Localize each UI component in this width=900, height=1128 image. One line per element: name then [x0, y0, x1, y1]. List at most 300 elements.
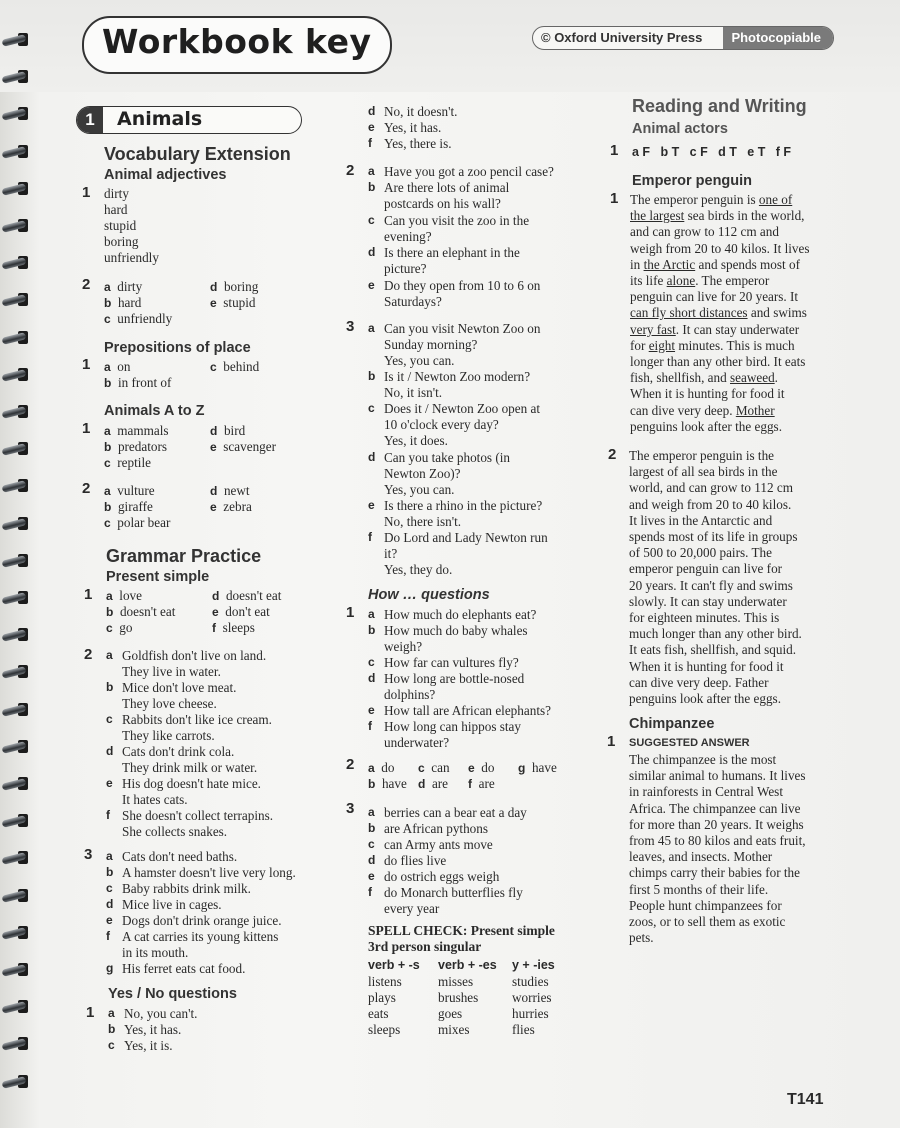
answer-text: Does it / Newton Zoo open at 10 o'clock every day? Yes, it does. — [384, 401, 541, 449]
answer-item: c go — [106, 620, 133, 635]
spiral-ring — [2, 476, 32, 496]
answer-letter: e — [368, 120, 375, 134]
spell-title: SPELL CHECK: Present simple — [368, 923, 555, 938]
spiral-ring — [2, 997, 32, 1017]
underlined-phrase: the Arctic — [643, 256, 696, 272]
exercise-number: 1 — [86, 1004, 95, 1021]
answer-text: go — [119, 620, 133, 635]
answer-letter: f — [368, 719, 372, 733]
answer-item: e zebra — [210, 499, 252, 514]
answer-text: A cat carries its young kittens in its mouth. — [122, 929, 279, 960]
chimp-title: Chimpanzee — [629, 716, 715, 732]
answer-letter: b — [368, 623, 376, 637]
answer-letter: a — [108, 1006, 115, 1020]
answer-letter: c — [106, 712, 113, 726]
answer-item — [106, 808, 273, 840]
answer-text: are African pythons — [384, 821, 488, 836]
answer-item: b hard — [104, 295, 142, 310]
paragraph-text: . The emperor penguin can live for 20 years. It — [630, 273, 799, 305]
exercise-number: 2 — [346, 756, 355, 773]
answer-item: b doesn't eat — [106, 604, 176, 619]
spiral-ring — [2, 179, 32, 199]
answer-text: predators — [117, 439, 168, 454]
answer-letter: d — [368, 104, 376, 118]
answer-text: Do Lord and Lady Newton run it? Yes, they do. — [384, 530, 548, 577]
answer-item — [108, 1006, 197, 1022]
answer-text: boring — [223, 279, 259, 294]
answer-text: How far can vultures fly? — [384, 655, 519, 670]
answer-text: Have you got a zoo pencil case? — [384, 164, 554, 179]
answer-item: b predators — [104, 439, 168, 454]
answer-text: zebra — [223, 499, 252, 514]
ex1-item: hard — [104, 202, 128, 217]
spiral-ring — [2, 402, 32, 422]
answer-item: a on — [104, 359, 131, 374]
spiral-ring — [2, 886, 32, 906]
exercise-number: 3 — [84, 846, 93, 863]
answer-text: unfriendly — [117, 311, 173, 326]
exercise-number: 1 — [82, 184, 91, 201]
exercise-number: 2 — [608, 446, 617, 463]
answer-text: do — [381, 760, 395, 775]
answer-text: dirty — [117, 279, 143, 294]
tf-answers: a F b T c F d T e T f F — [632, 145, 792, 159]
answer-item — [368, 498, 542, 530]
answer-text: do ostrich eggs weigh — [384, 869, 500, 884]
answer-item: a mammals — [104, 423, 169, 438]
underlined-phrase: one of the largest — [630, 192, 793, 224]
answer-item — [106, 897, 222, 913]
answer-letter: b — [368, 369, 376, 384]
answer-item — [368, 837, 493, 853]
answer-text: mammals — [117, 423, 169, 438]
answer-text: Dogs don't drink orange juice. — [122, 913, 282, 928]
answer-item — [368, 450, 510, 498]
spiral-ring — [2, 700, 32, 720]
answer-text: polar bear — [117, 515, 171, 530]
answer-item — [368, 607, 536, 623]
answer-letter: e — [106, 776, 113, 790]
answer-text: Baby rabbits drink milk. — [122, 881, 251, 896]
underlined-phrase: eight — [648, 337, 676, 353]
paragraph-text: . When it is hunting for food it can dive very deep. — [630, 370, 785, 418]
ex1-item: unfriendly — [104, 250, 159, 265]
answer-item: a love — [106, 588, 142, 603]
answer-letter: b — [106, 680, 114, 694]
answer-item — [106, 961, 245, 977]
answer-item: b giraffe — [104, 499, 153, 514]
spiral-ring — [2, 848, 32, 868]
answer-text: can Army ants move — [384, 837, 493, 852]
answer-item: d boring — [210, 279, 259, 294]
section-number: 1 — [77, 107, 103, 133]
page-number: T141 — [787, 1091, 824, 1108]
answer-letter: a — [368, 607, 375, 621]
answer-text: Is there a rhino in the picture? No, there isn't. — [384, 497, 543, 529]
spiral-binding — [0, 30, 40, 1110]
spiral-ring — [2, 365, 32, 385]
answer-text: bird — [223, 423, 246, 438]
answer-letter: f — [368, 885, 372, 899]
answer-letter: e — [368, 497, 375, 512]
answer-text: do flies live — [384, 853, 447, 868]
answer-item — [106, 913, 282, 929]
answer-text: She doesn't collect terrapins. She collects snakes. — [122, 808, 274, 839]
answer-text: No, it doesn't. — [384, 104, 458, 119]
underlined-phrase: Mother — [735, 402, 775, 418]
publisher-label: © Oxford University Press — [541, 30, 703, 45]
spell-word: sleeps — [368, 1022, 401, 1037]
exercise-number: 1 — [82, 356, 91, 373]
underlined-phrase: alone — [666, 273, 696, 289]
answer-letter: f — [106, 808, 110, 822]
answer-text: in front of — [117, 375, 172, 390]
spiral-ring — [2, 439, 32, 459]
answer-text: Rabbits don't like ice cream. They like carrots. — [122, 712, 272, 743]
page-title: Workbook key — [102, 22, 372, 61]
answer-letter: b — [106, 865, 114, 879]
answer-letter: c — [368, 655, 375, 669]
spiral-ring — [2, 588, 32, 608]
answer-letter: d — [368, 671, 376, 685]
spiral-ring — [2, 811, 32, 831]
spiral-ring — [2, 253, 32, 273]
answer-item — [368, 120, 441, 136]
yn-title: Yes / No questions — [108, 986, 237, 1002]
spiral-ring — [2, 67, 32, 87]
spiral-ring — [2, 104, 32, 124]
answer-item: c reptile — [104, 455, 151, 470]
answer-text: Are there lots of animal postcards on his wall? — [384, 180, 510, 212]
spiral-ring — [2, 514, 32, 534]
spiral-ring — [2, 216, 32, 236]
spell-word: eats — [368, 1006, 389, 1021]
spiral-ring — [2, 328, 32, 348]
answer-text: How tall are African elephants? — [384, 703, 551, 718]
answer-text: Mice don't love meat. They love cheese. — [122, 680, 237, 711]
present-title: Present simple — [106, 569, 210, 585]
answer-item: d bird — [210, 423, 246, 438]
answer-text: have — [531, 760, 557, 775]
answer-item — [368, 401, 540, 449]
spell-column-head: verb + -s — [368, 958, 420, 972]
exercise-number: 2 — [82, 276, 91, 293]
answer-text: His ferret eats cat food. — [122, 961, 246, 976]
answer-item — [368, 164, 554, 180]
answer-text: His dog doesn't hate mice. It hates cats. — [122, 776, 261, 807]
exercise-number: 1 — [82, 420, 91, 437]
spiral-ring — [2, 1034, 32, 1054]
answer-item: d doesn't eat — [212, 588, 282, 603]
photocopiable-label: Photocopiable — [723, 27, 833, 49]
answer-letter: a — [368, 805, 375, 819]
paragraph-text: and spends most of its life — [630, 256, 800, 289]
answer-text: on — [117, 359, 131, 374]
answer-item — [368, 136, 452, 152]
answer-text: do Monarch butterflies fly every year — [384, 885, 523, 916]
answer-item: d are — [418, 776, 449, 791]
ep1-paragraph — [630, 192, 809, 435]
answer-text: Is there an elephant in the picture? — [384, 245, 520, 277]
answer-text: Can you take photos (in Newton Zoo)? Yes, you can. — [384, 449, 510, 497]
answer-item: g have — [518, 760, 557, 775]
answer-item — [108, 1022, 181, 1038]
answer-letter: c — [108, 1038, 115, 1052]
answer-text: A hamster doesn't live very long. — [122, 865, 296, 880]
spiral-ring — [2, 142, 32, 162]
spiral-ring — [2, 30, 32, 50]
spiral-ring — [2, 625, 32, 645]
spiral-ring — [2, 960, 32, 980]
answer-item — [368, 821, 488, 837]
answer-letter: a — [368, 321, 375, 335]
spell-word: brushes — [438, 990, 479, 1005]
answer-text: berries can a bear eat a day — [384, 805, 527, 820]
answer-letter: a — [106, 648, 113, 662]
answer-item: e don't eat — [212, 604, 270, 619]
spiral-ring — [2, 1072, 32, 1092]
answer-letter: e — [368, 703, 375, 717]
answer-item: b in front of — [104, 375, 172, 390]
answer-text: vulture — [117, 483, 155, 498]
spell-word: hurries — [512, 1006, 549, 1021]
spiral-ring — [2, 662, 32, 682]
answer-text: can — [431, 760, 450, 775]
answer-text: scavenger — [223, 439, 276, 454]
answer-item — [368, 530, 548, 578]
underlined-phrase: very fast — [630, 321, 676, 337]
spiral-ring — [2, 551, 32, 571]
answer-letter: f — [368, 530, 372, 544]
answer-item — [106, 849, 237, 865]
answer-letter: d — [368, 853, 376, 867]
answer-item — [368, 719, 521, 751]
answer-item — [106, 712, 272, 744]
exercise-number: 1 — [607, 733, 616, 750]
answer-text: How long can hippos stay underwater? — [384, 719, 521, 750]
answer-text: have — [381, 776, 407, 791]
answer-text: Mice live in cages. — [122, 897, 222, 912]
exercise-number: 2 — [346, 162, 355, 179]
ex1-item: stupid — [104, 218, 137, 233]
answer-text: don't eat — [225, 604, 270, 619]
answer-item — [106, 744, 257, 776]
answer-item — [106, 929, 278, 961]
answer-item: b have — [368, 776, 407, 791]
answer-letter: c — [368, 212, 375, 227]
answer-text: Do they open from 10 to 6 on Saturdays? — [384, 277, 541, 309]
answer-text: newt — [223, 483, 250, 498]
answer-item — [108, 1038, 173, 1054]
answer-text: hard — [117, 295, 142, 310]
answer-item: e stupid — [210, 295, 256, 310]
exercise-number: 3 — [346, 800, 355, 817]
spell-word: studies — [512, 974, 549, 989]
answer-item: c behind — [210, 359, 260, 374]
answer-letter: g — [106, 961, 114, 975]
actors-title: Animal actors — [632, 121, 728, 137]
answer-item — [368, 869, 499, 885]
spiral-ring — [2, 774, 32, 794]
answer-text: How much do baby whales weigh? — [384, 623, 528, 654]
prep-title: Prepositions of place — [104, 340, 251, 356]
answer-text: Yes, it is. — [124, 1038, 173, 1053]
answer-item — [106, 776, 261, 808]
answer-item: f are — [468, 776, 495, 791]
spell-word: mixes — [438, 1022, 470, 1037]
answer-item — [368, 278, 540, 310]
answer-item — [368, 805, 527, 821]
answer-letter: f — [106, 929, 110, 943]
answer-text: doesn't eat — [119, 604, 176, 619]
answer-text: reptile — [117, 455, 151, 470]
ex1-item: dirty — [104, 186, 129, 201]
answer-item — [368, 245, 520, 277]
answer-item — [368, 671, 524, 703]
section-label: Animals — [117, 108, 203, 130]
answer-letter: a — [106, 849, 113, 863]
answer-letter: a — [368, 164, 375, 178]
spell-word: worries — [512, 990, 552, 1005]
animal-adj-title: Animal adjectives — [104, 167, 227, 183]
answer-item — [106, 648, 266, 680]
answer-text: behind — [223, 359, 260, 374]
exercise-number: 1 — [84, 586, 93, 603]
answer-text: Yes, there is. — [384, 136, 452, 151]
publisher-badge — [532, 26, 834, 50]
answer-letter: b — [368, 180, 376, 195]
spell-word: flies — [512, 1022, 535, 1037]
spiral-ring — [2, 923, 32, 943]
answer-letter: d — [368, 449, 376, 464]
answer-item: a vulture — [104, 483, 155, 498]
answer-item — [368, 853, 446, 869]
answer-letter: e — [368, 277, 375, 292]
answer-text: do — [481, 760, 495, 775]
atoz-title: Animals A to Z — [104, 403, 205, 419]
vocab-title: Vocabulary Extension — [104, 144, 291, 164]
title-box — [82, 16, 392, 74]
rw-title: Reading and Writing — [632, 96, 807, 116]
exercise-number: 2 — [82, 480, 91, 497]
spell-column-head: y + -ies — [512, 958, 555, 972]
spell-word: goes — [438, 1006, 463, 1021]
answer-item: c unfriendly — [104, 311, 173, 326]
grammar-title: Grammar Practice — [106, 546, 262, 566]
spell-subtitle: 3rd person singular — [368, 939, 482, 954]
exercise-number: 3 — [346, 318, 355, 335]
answer-item: d newt — [210, 483, 250, 498]
answer-letter: c — [368, 837, 375, 851]
answer-item — [106, 881, 251, 897]
answer-letter: c — [106, 881, 113, 895]
answer-item — [368, 623, 528, 655]
spell-column-head: verb + -es — [438, 958, 497, 972]
answer-text: Cats don't drink cola. They drink milk or water. — [122, 744, 258, 775]
answer-text: sleeps — [222, 620, 255, 635]
answer-item — [368, 104, 457, 120]
spell-word: listens — [368, 974, 402, 989]
answer-text: giraffe — [117, 499, 153, 514]
exercise-number: 1 — [610, 142, 619, 159]
emperor-title: Emperor penguin — [632, 173, 753, 189]
exercise-number: 1 — [610, 190, 619, 207]
paragraph-text: penguins look after the eggs. — [630, 418, 782, 434]
answer-item: a dirty — [104, 279, 143, 294]
ep2-paragraph: The emperor penguin is the largest of all sea birds in the world, and can grow to 112 cm and weigh from 20 to 40 kilos. It lives in the Antarctic and spends most of its life in groups of 500 to 20,000 pairs. The emperor penguin can live for 20 years. It can't fly and swims slowly. It can stay underwater for eighteen minutes. This is much longer than any other bird. It eats fish, shellfish, and squid. When it is hunting for food it can dive very deep. Father penguins look after the eggs. — [629, 448, 802, 707]
answer-item — [368, 321, 540, 369]
answer-item: e scavenger — [210, 439, 276, 454]
answer-text: love — [119, 588, 142, 603]
answer-item — [368, 180, 509, 212]
answer-item — [106, 680, 236, 712]
ch1-paragraph: The chimpanzee is the most similar animal to humans. It lives in rainforests in Central West Africa. The chimpanzee can live for more than 20 years. It weighs from 45 to 80 kilos and eats fruit, leaves, and insects. Mother chimps carry their babies for the first 5 months of their life. People hunt chimpanzees for zoos, or to sell them as exotic pets. — [629, 752, 806, 946]
answer-letter: b — [108, 1022, 116, 1036]
answer-letter: b — [368, 821, 376, 835]
answer-text: Yes, it has. — [384, 120, 442, 135]
answer-letter: c — [368, 401, 375, 416]
spiral-ring — [2, 290, 32, 310]
answer-text: Can you visit the zoo in the evening? — [384, 212, 530, 244]
paragraph-text: minutes. This is much longer than any other bird. It eats fish, shellfish, and — [630, 337, 806, 386]
answer-text: Can you visit Newton Zoo on Sunday morning? Yes, you can. — [384, 321, 541, 368]
underlined-phrase: seaweed — [730, 370, 775, 386]
answer-text: stupid — [223, 295, 256, 310]
spiral-ring — [2, 737, 32, 757]
answer-item — [368, 213, 529, 245]
answer-text: No, you can't. — [124, 1006, 198, 1021]
answer-item — [368, 655, 519, 671]
underlined-phrase: can fly short distances — [630, 305, 748, 321]
answer-item: c polar bear — [104, 515, 171, 530]
answer-item: a do — [368, 760, 395, 775]
paragraph-text: and swims — [750, 305, 807, 321]
spell-word: plays — [368, 990, 396, 1005]
answer-item — [368, 885, 523, 917]
answer-letter: e — [106, 913, 113, 927]
answer-item: e do — [468, 760, 495, 775]
ex1-item: boring — [104, 234, 139, 249]
answer-text: Cats don't need baths. — [122, 849, 238, 864]
answer-text: How much do elephants eat? — [384, 607, 537, 622]
answer-letter: d — [368, 245, 376, 260]
how-title: How … questions — [368, 587, 490, 603]
answer-item: f sleeps — [212, 620, 255, 635]
exercise-number: 2 — [84, 646, 93, 663]
exercise-number: 1 — [346, 604, 355, 621]
suggested-label: SUGGESTED ANSWER — [629, 737, 750, 749]
paragraph-text: The emperor penguin is — [630, 192, 759, 207]
answer-item — [106, 865, 296, 881]
answer-text: doesn't eat — [225, 588, 282, 603]
answer-letter: e — [368, 869, 375, 883]
answer-text: are — [478, 776, 495, 791]
answer-text: How long are bottle-nosed dolphins? — [384, 671, 525, 702]
section-header — [76, 106, 302, 134]
answer-text: are — [431, 776, 449, 791]
answer-text: Is it / Newton Zoo modern? No, it isn't. — [384, 369, 531, 401]
answer-letter: d — [106, 897, 114, 911]
answer-item — [368, 703, 551, 719]
answer-item — [368, 369, 530, 401]
paragraph-text: . It can stay underwater for — [630, 321, 800, 353]
answer-text: Goldfish don't live on land. They live in water. — [122, 648, 267, 679]
answer-letter: f — [368, 136, 372, 150]
paragraph-text: sea birds in the world, and can grow to 112 cm and weigh from 20 to 40 kilos. It lives in — [630, 208, 810, 272]
answer-item: c can — [418, 760, 450, 775]
spell-word: misses — [438, 974, 474, 989]
answer-letter: d — [106, 744, 114, 758]
